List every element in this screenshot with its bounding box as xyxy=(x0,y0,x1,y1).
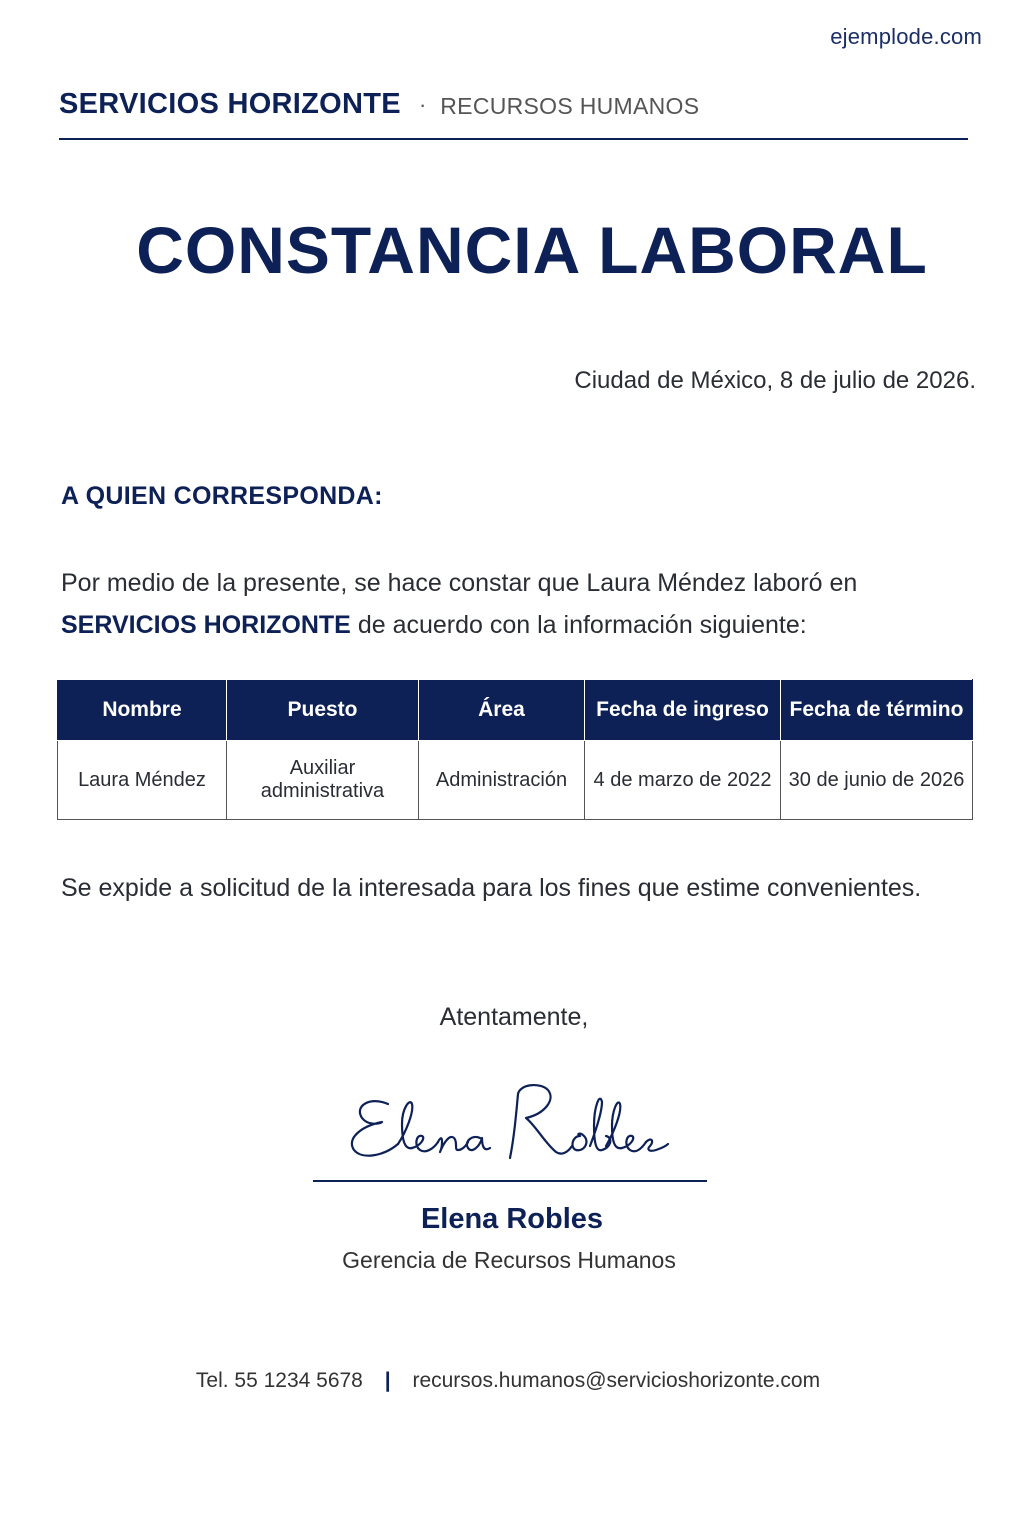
company-name: SERVICIOS HORIZONTE xyxy=(59,88,401,120)
intro-text-2: de acuerdo con la información siguiente: xyxy=(357,611,807,639)
cell-fecha-ingreso: 4 de marzo de 2022 xyxy=(585,741,781,820)
cell-nombre: Laura Méndez xyxy=(58,741,227,820)
handwritten-signature xyxy=(340,1076,670,1176)
signer-name: Elena Robles xyxy=(420,1203,604,1235)
signature-line xyxy=(313,1180,707,1182)
footer-phone: Tel. 55 1234 5678 xyxy=(195,1369,363,1392)
header-fecha-termino: Fecha de término xyxy=(781,680,973,741)
regards: Atentamente, xyxy=(439,1003,589,1031)
watermark: ejemplode.com xyxy=(830,24,982,49)
document-title: CONSTANCIA LABORAL xyxy=(136,213,928,287)
cell-fecha-termino: 30 de junio de 2026 xyxy=(781,741,973,820)
header-fecha-ingreso: Fecha de ingreso xyxy=(585,680,781,741)
employment-table xyxy=(57,679,973,820)
intro-text-1: Por medio de la presente, se hace constar que Laura Méndez laboró en xyxy=(61,569,858,597)
header-area: Área xyxy=(419,680,585,741)
letterhead xyxy=(59,88,968,140)
cell-area: Administración xyxy=(419,741,585,820)
date-line: Ciudad de México, 8 de julio de 2026. xyxy=(574,367,976,394)
footer-email: recursos.humanos@servicioshorizonte.com xyxy=(412,1369,821,1392)
footer-separator: | xyxy=(384,1369,391,1392)
signer-role: Gerencia de Recursos Humanos xyxy=(342,1247,676,1273)
table-row xyxy=(58,741,973,820)
table-header-row xyxy=(58,680,973,741)
intro-company: SERVICIOS HORIZONTE xyxy=(61,611,351,639)
cell-puesto: Auxiliar administrativa xyxy=(227,741,419,820)
header-puesto: Puesto xyxy=(227,680,419,741)
header-separator: · xyxy=(418,92,427,117)
header-nombre: Nombre xyxy=(58,680,227,741)
closing-paragraph: Se expide a solicitud de la interesada para los fines que estime convenientes. xyxy=(61,874,922,902)
footer-contact xyxy=(0,1369,1016,1393)
salutation: A QUIEN CORRESPONDA: xyxy=(61,482,383,510)
intro-paragraph xyxy=(61,562,961,646)
department-name: RECURSOS HUMANOS xyxy=(440,93,700,119)
